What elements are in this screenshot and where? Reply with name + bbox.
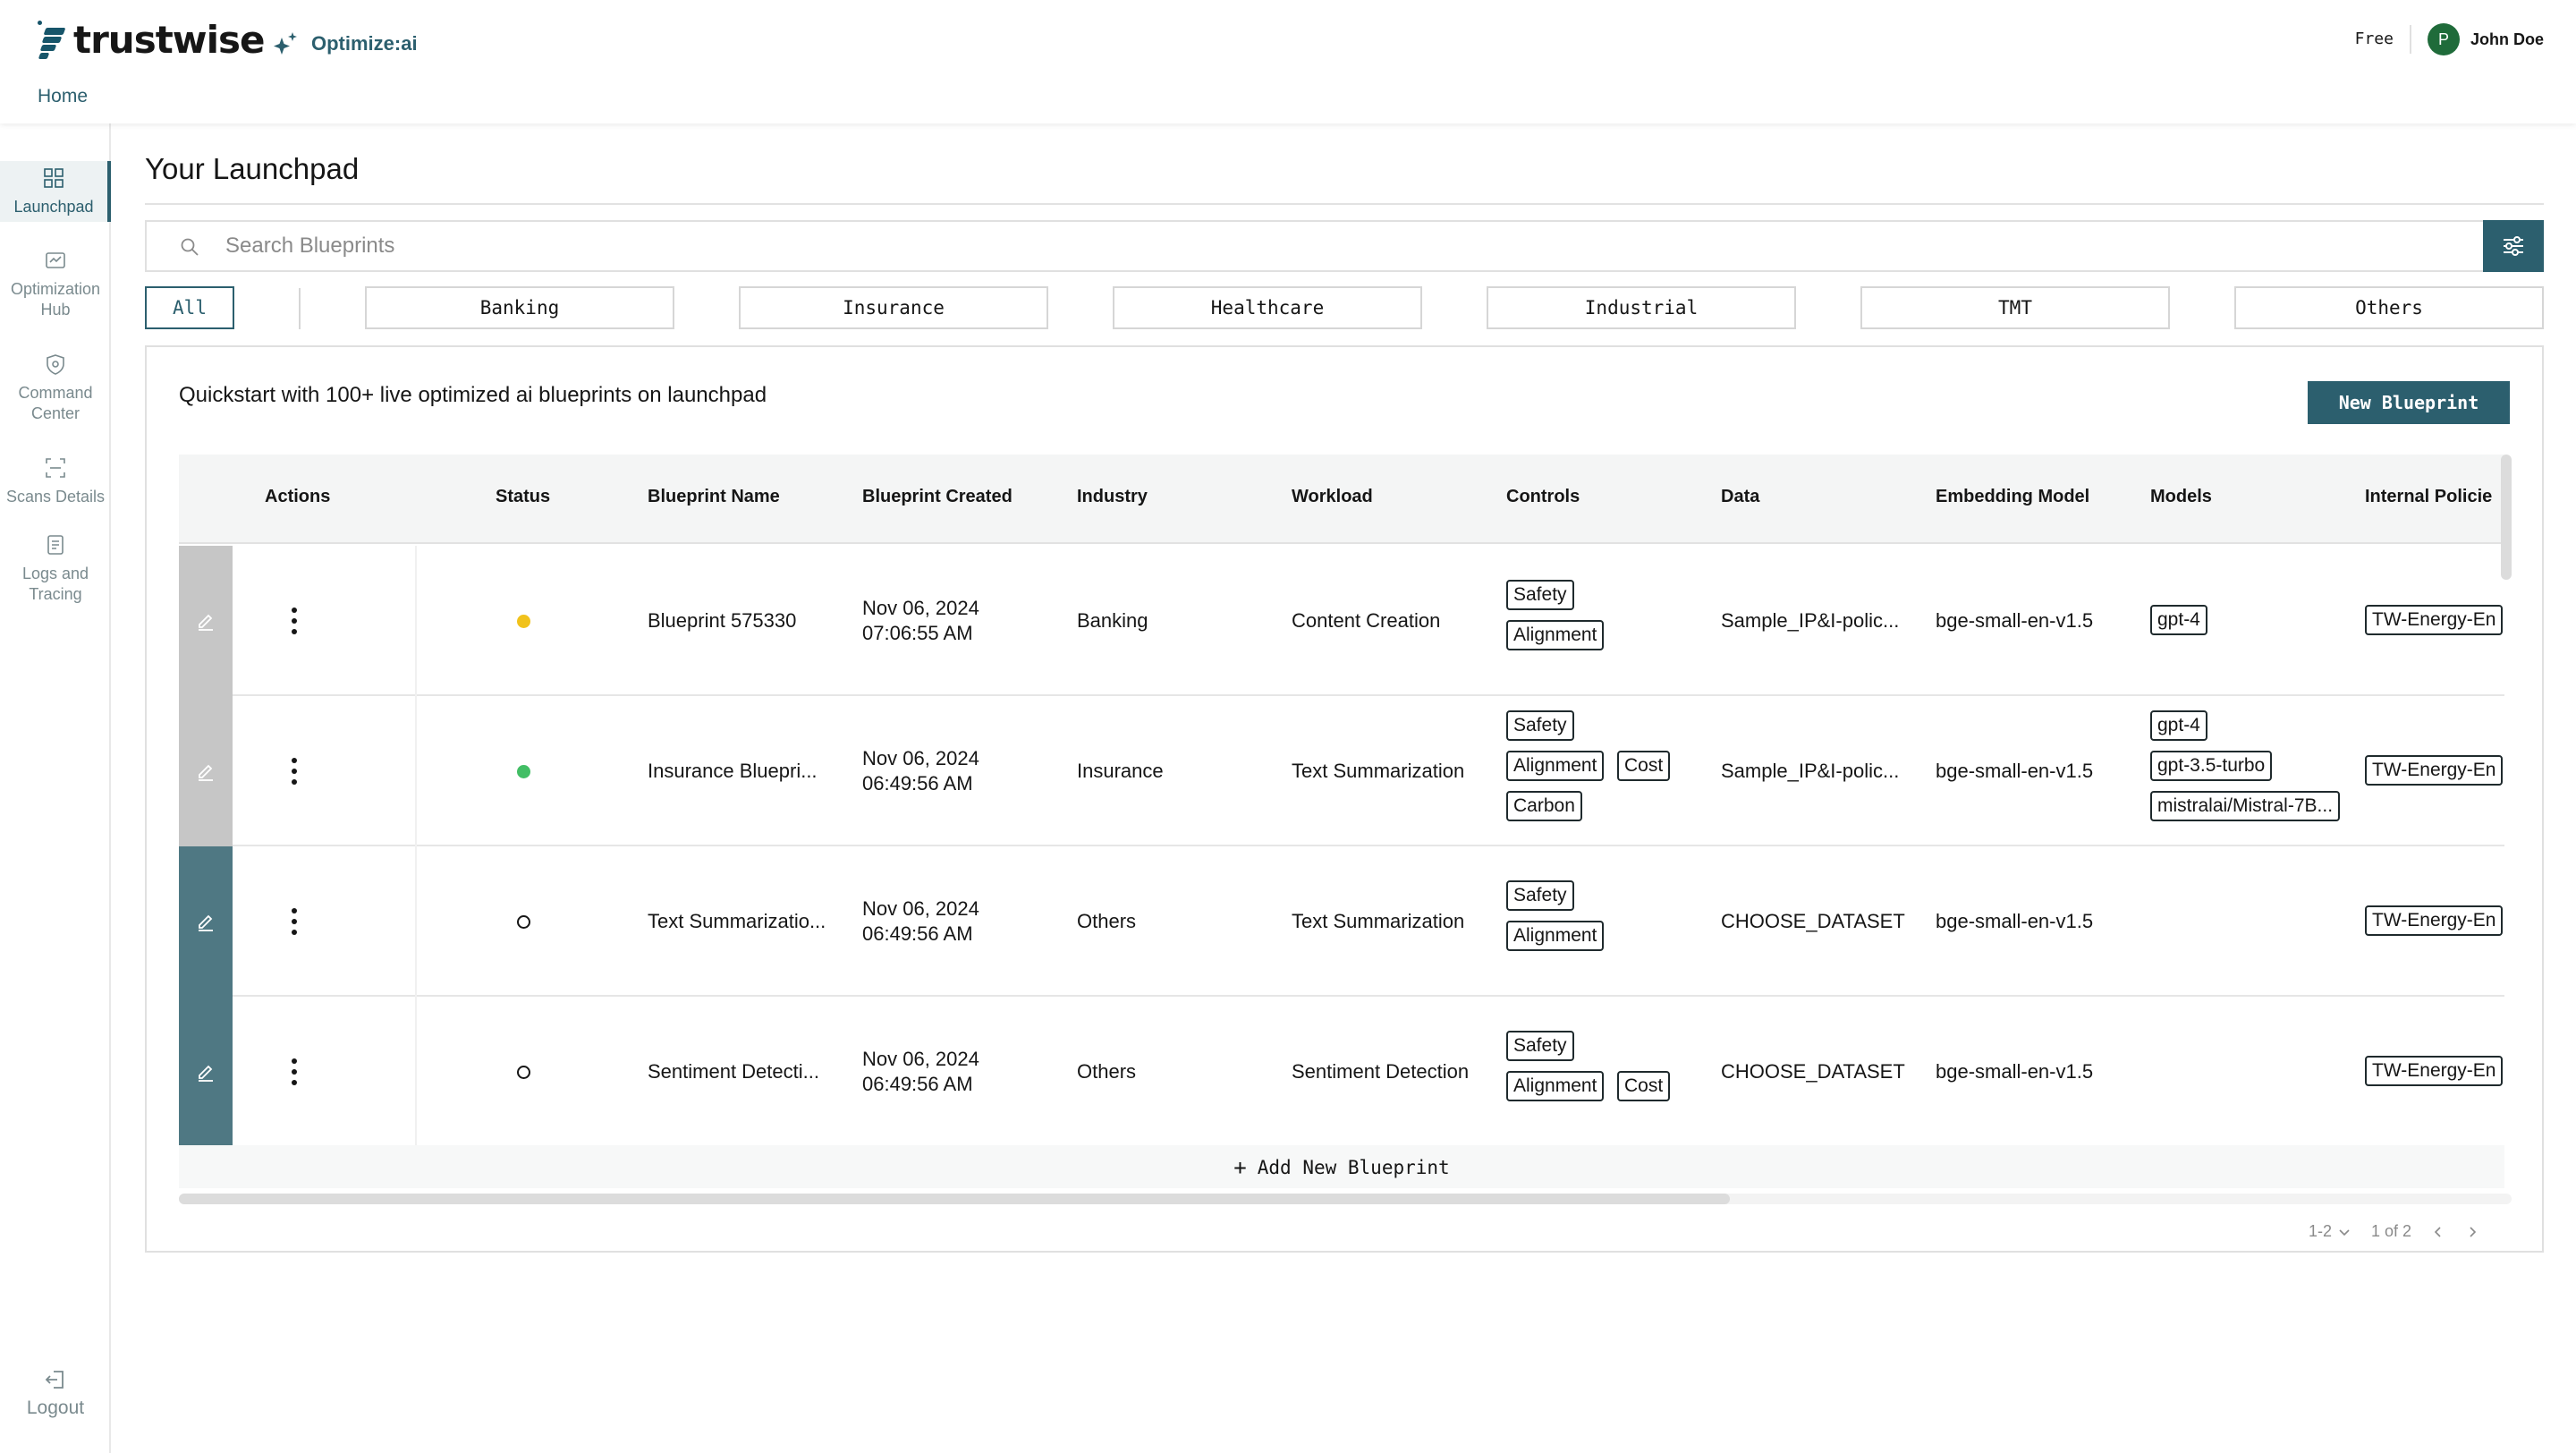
user-name[interactable]: John Doe [2470, 30, 2544, 48]
category-healthcare[interactable]: Healthcare [1113, 286, 1422, 329]
brand-name: trustwise [73, 18, 265, 62]
new-blueprint-button[interactable]: New Blueprint [2308, 381, 2510, 424]
logout-icon [43, 1367, 68, 1392]
column-divider [415, 846, 417, 997]
created-date: Nov 06, 2024 [862, 747, 979, 769]
column-header[interactable]: Internal Policie [2365, 487, 2493, 506]
pencil-icon [196, 611, 216, 631]
logout-label: Logout [26, 1398, 85, 1418]
logo-mark-icon [36, 19, 70, 62]
product-switcher[interactable] [272, 30, 418, 57]
title-divider [145, 203, 2544, 205]
status-indicator [517, 615, 530, 628]
workload-cell: Content Creation [1292, 609, 1441, 632]
user-area [2355, 23, 2544, 55]
data-cell: CHOOSE_DATASET [1721, 910, 1905, 932]
column-divider [415, 696, 417, 846]
brand-logo[interactable] [36, 18, 264, 62]
control-tag: Alignment [1506, 1071, 1604, 1101]
chevron-left-icon[interactable] [2431, 1225, 2445, 1239]
logs-icon [44, 533, 67, 557]
sidebar-item-label: Launchpad [13, 198, 94, 216]
blueprint-name[interactable]: Blueprint 575330 [648, 609, 797, 632]
created-time: 07:06:55 AM [862, 622, 973, 644]
workload-cell: Text Summarization [1292, 910, 1465, 932]
embedding-model-cell: bge-small-en-v1.5 [1936, 910, 2094, 932]
pencil-icon [196, 761, 216, 781]
control-tag: Safety [1506, 710, 1574, 741]
embedding-model-cell: bge-small-en-v1.5 [1936, 760, 2094, 782]
column-header[interactable]: Actions [265, 487, 331, 506]
plus-icon: + [1233, 1155, 1247, 1180]
model-tag: gpt-4 [2150, 605, 2207, 635]
category-all[interactable]: All [145, 286, 234, 329]
created-time: 06:49:56 AM [862, 922, 973, 945]
shield-icon [44, 353, 67, 376]
policy-tag: TW-Energy-En [2365, 905, 2503, 936]
pagination [2309, 1222, 2479, 1241]
page-indicator: 1 of 2 [2370, 1222, 2411, 1240]
control-tag: Alignment [1506, 620, 1604, 650]
sidebar-item-optimization-hub[interactable] [0, 249, 111, 320]
search-bar [145, 220, 2544, 272]
control-tag: Cost [1617, 1071, 1670, 1101]
control-tag: Safety [1506, 580, 1574, 610]
plan-badge: Free [2355, 25, 2411, 54]
category-banking[interactable]: Banking [365, 286, 674, 329]
column-header[interactable]: Embedding Model [1936, 487, 2090, 506]
sidebar-item-command-center[interactable] [0, 353, 111, 424]
page-range: 1-2 [2308, 1222, 2332, 1240]
more-options-icon[interactable] [290, 608, 299, 634]
created-date: Nov 06, 2024 [862, 597, 979, 619]
more-options-icon[interactable] [290, 908, 299, 935]
column-header[interactable]: Controls [1506, 487, 1580, 506]
edit-button[interactable] [179, 696, 233, 846]
column-divider [415, 546, 417, 696]
filter-button[interactable] [2483, 220, 2544, 272]
edit-button[interactable] [179, 846, 233, 997]
edit-button[interactable] [179, 546, 233, 696]
embedding-model-cell: bge-small-en-v1.5 [1936, 609, 2094, 632]
breadcrumb-home[interactable]: Home [38, 86, 89, 106]
column-header[interactable]: Status [496, 487, 551, 506]
pencil-icon [196, 912, 216, 931]
blueprint-name[interactable]: Text Summarizatio... [648, 910, 826, 932]
category-divider [299, 288, 301, 329]
data-cell: CHOOSE_DATASET [1721, 1060, 1905, 1083]
control-tag: Safety [1506, 880, 1574, 911]
avatar[interactable]: P [2428, 23, 2460, 55]
grid-icon [42, 166, 65, 190]
policy-tag: TW-Energy-En [2365, 1056, 2503, 1086]
policy-tag: TW-Energy-En [2365, 605, 2503, 635]
control-tag: Alignment [1506, 751, 1604, 781]
data-cell: Sample_IP&I-polic... [1721, 609, 1900, 632]
table-header [179, 455, 2504, 544]
column-header[interactable]: Industry [1077, 487, 1148, 506]
category-industrial[interactable]: Industrial [1487, 286, 1796, 329]
model-tag: gpt-4 [2150, 710, 2207, 741]
industry-cell: Insurance [1077, 760, 1164, 782]
control-tag: Cost [1617, 751, 1670, 781]
column-header[interactable]: Workload [1292, 487, 1373, 506]
control-tag: Alignment [1506, 921, 1604, 951]
status-indicator [517, 765, 530, 778]
column-header[interactable]: Blueprint Name [648, 487, 780, 506]
search-icon [179, 236, 200, 258]
model-tag: gpt-3.5-turbo [2150, 751, 2272, 781]
page-title: Your Launchpad [145, 152, 360, 185]
sidebar-item-launchpad[interactable] [0, 161, 111, 222]
column-header[interactable]: Models [2150, 487, 2212, 506]
blueprints-table [179, 455, 2512, 1188]
table-row[interactable] [179, 997, 2504, 1147]
workload-cell: Sentiment Detection [1292, 1060, 1470, 1083]
top-header [0, 0, 2576, 123]
blueprint-name[interactable]: Insurance Bluepri... [648, 760, 818, 782]
table-row[interactable] [179, 546, 2504, 696]
column-header[interactable]: Blueprint Created [862, 487, 1013, 506]
status-indicator [517, 1066, 530, 1079]
edit-button[interactable] [179, 997, 233, 1147]
sidebar-item-label: Command Center [18, 384, 93, 422]
card-title: Quickstart with 100+ live optimized ai blueprints on launchpad [179, 383, 767, 407]
column-divider [415, 997, 417, 1147]
more-options-icon[interactable] [290, 1058, 299, 1085]
industry-cell: Banking [1077, 609, 1148, 632]
created-date: Nov 06, 2024 [862, 1048, 979, 1070]
column-header[interactable]: Data [1721, 487, 1760, 506]
sidebar-item-label: Optimization Hub [10, 280, 101, 319]
category-others[interactable]: Others [2234, 286, 2544, 329]
control-tag: Carbon [1506, 791, 1582, 821]
more-options-icon[interactable] [290, 758, 299, 785]
add-new-blueprint-button[interactable] [179, 1145, 2504, 1188]
search-input[interactable] [225, 229, 2372, 263]
embedding-model-cell: bge-small-en-v1.5 [1936, 1060, 2094, 1083]
policy-tag: TW-Energy-En [2365, 755, 2503, 786]
page-size-select[interactable] [2309, 1222, 2351, 1241]
control-tag: Safety [1506, 1031, 1574, 1061]
sparkle-icon [272, 30, 299, 57]
vertical-scrollbar[interactable] [2501, 455, 2512, 580]
category-tmt[interactable]: TMT [1860, 286, 2170, 329]
add-new-label: Add New Blueprint [1257, 1157, 1450, 1178]
sidebar-item-logs-tracing[interactable] [0, 533, 111, 605]
sidebar-item-label: Scans Details [5, 488, 106, 506]
chevron-right-icon[interactable] [2465, 1225, 2479, 1239]
sidebar-item-label: Logs and Tracing [21, 565, 89, 603]
logout-button[interactable] [0, 1367, 111, 1419]
table-row[interactable] [179, 846, 2504, 997]
optimization-hub-icon [44, 249, 67, 272]
data-cell: Sample_IP&I-polic... [1721, 760, 1900, 782]
blueprints-card [145, 345, 2544, 1253]
created-time: 06:49:56 AM [862, 772, 973, 794]
horizontal-scrollbar[interactable] [179, 1194, 1730, 1204]
table-row[interactable] [179, 696, 2504, 846]
sliders-icon [2501, 234, 2526, 259]
workload-cell: Text Summarization [1292, 760, 1465, 782]
status-indicator [517, 915, 530, 929]
industry-cell: Others [1077, 910, 1137, 932]
sidebar [0, 123, 111, 1453]
created-time: 06:49:56 AM [862, 1073, 973, 1095]
pencil-icon [196, 1062, 216, 1082]
created-date: Nov 06, 2024 [862, 897, 979, 920]
chevron-down-icon [2337, 1225, 2351, 1239]
model-tag: mistralai/Mistral-7B... [2150, 791, 2340, 821]
category-insurance[interactable]: Insurance [739, 286, 1048, 329]
scan-icon [44, 456, 67, 480]
industry-cell: Others [1077, 1060, 1137, 1083]
sidebar-item-scans-details[interactable] [0, 456, 111, 507]
product-name: Optimize:ai [311, 32, 418, 55]
blueprint-name[interactable]: Sentiment Detecti... [648, 1060, 819, 1083]
